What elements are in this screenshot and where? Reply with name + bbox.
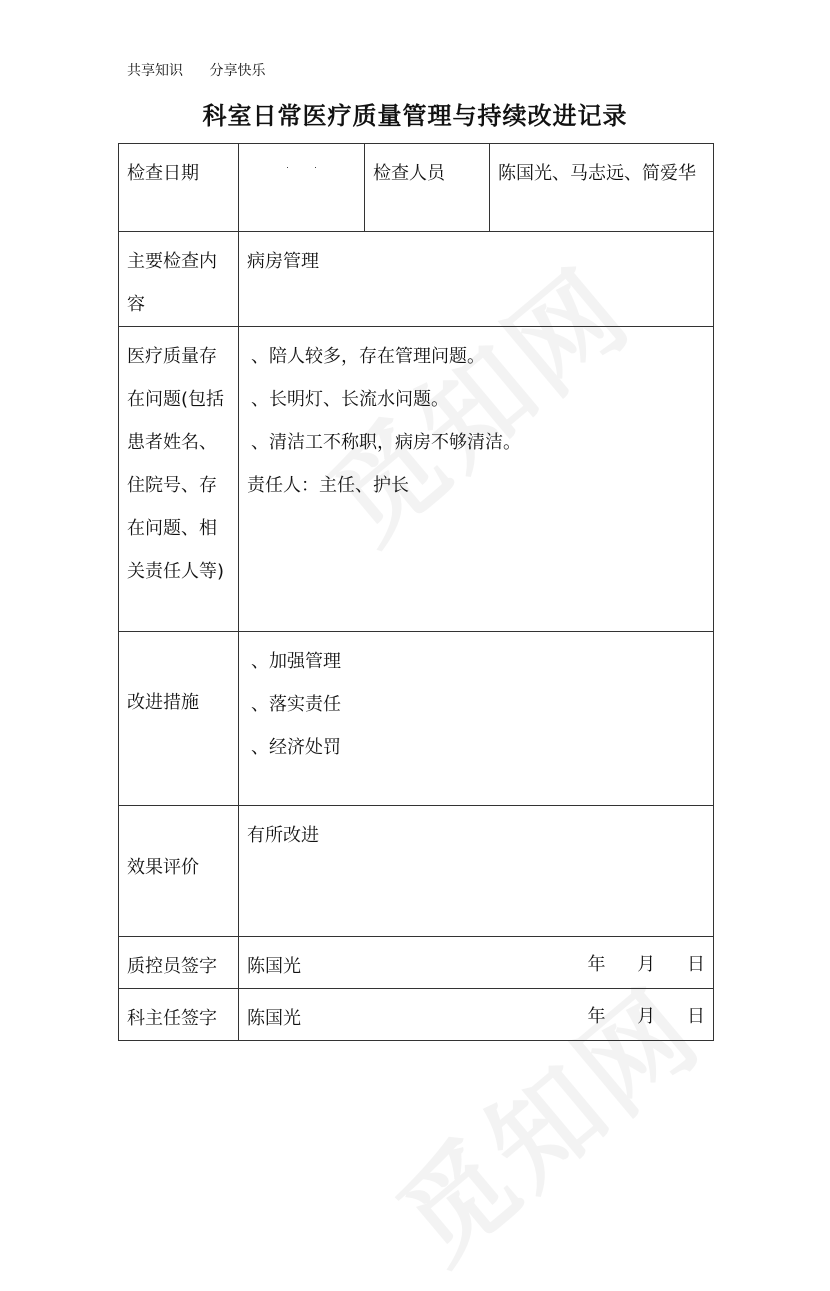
row-director-sign (119, 989, 714, 1041)
problems-content (239, 327, 714, 632)
check-date-label: 检查日期 (119, 144, 239, 232)
day-label: 日 (687, 1006, 705, 1027)
problem-item: 、陪人较多，存在管理问题。 (251, 346, 485, 367)
row-problems (119, 327, 714, 632)
measure-item: 、加强管理 (251, 651, 341, 672)
qc-sign-label: 质控员签字 (119, 937, 239, 989)
check-date-value (239, 144, 365, 232)
month-label: 月 (637, 1006, 656, 1027)
qc-sign-date (562, 943, 705, 986)
main-content-label: 主要检查内容 (119, 232, 239, 327)
day-label: 日 (687, 954, 705, 975)
measure-item: 、落实责任 (251, 694, 341, 715)
problem-item: 、长明灯、长流水问题。 (251, 389, 449, 410)
row-check-date (119, 144, 714, 232)
header-right-text: 分享快乐 (209, 63, 266, 79)
responsible-person: 责任人：主任、护长 (247, 475, 409, 496)
check-date-placeholder: . . (286, 161, 317, 170)
year-label: 年 (587, 1006, 606, 1027)
month-label: 月 (637, 954, 656, 975)
qc-sign-name: 陈国光 (247, 956, 301, 977)
document-title: 科室日常医疗质量管理与持续改进记录 (202, 102, 628, 130)
director-sign-label: 科主任签字 (119, 989, 239, 1041)
inspector-names: 陈国光、马志远、简爱华 (490, 144, 714, 232)
measures-content (239, 632, 714, 806)
qc-sign-cell (239, 937, 714, 989)
row-evaluation (119, 806, 714, 937)
inspector-label: 检查人员 (365, 144, 490, 232)
director-sign-date (562, 995, 705, 1038)
page-header (127, 60, 287, 80)
header-left-text: 共享知识 (127, 63, 183, 79)
measures-label: 改进措施 (119, 632, 239, 806)
row-measures (119, 632, 714, 806)
evaluation-label: 效果评价 (119, 806, 239, 937)
measure-item: 、经济处罚 (251, 737, 341, 758)
director-sign-cell (239, 989, 714, 1041)
year-label: 年 (587, 954, 606, 975)
row-qc-sign (119, 937, 714, 989)
problems-label: 医疗质量存在问题(包括患者姓名、住院号、存在问题、相关责任人等) (119, 327, 239, 632)
main-content-value: 病房管理 (239, 232, 714, 327)
evaluation-value: 有所改进 (239, 806, 714, 937)
director-sign-name: 陈国光 (247, 1008, 301, 1029)
record-table (118, 143, 714, 1041)
problem-item: 、清洁工不称职，病房不够清洁。 (251, 432, 521, 453)
row-main-content (119, 232, 714, 327)
